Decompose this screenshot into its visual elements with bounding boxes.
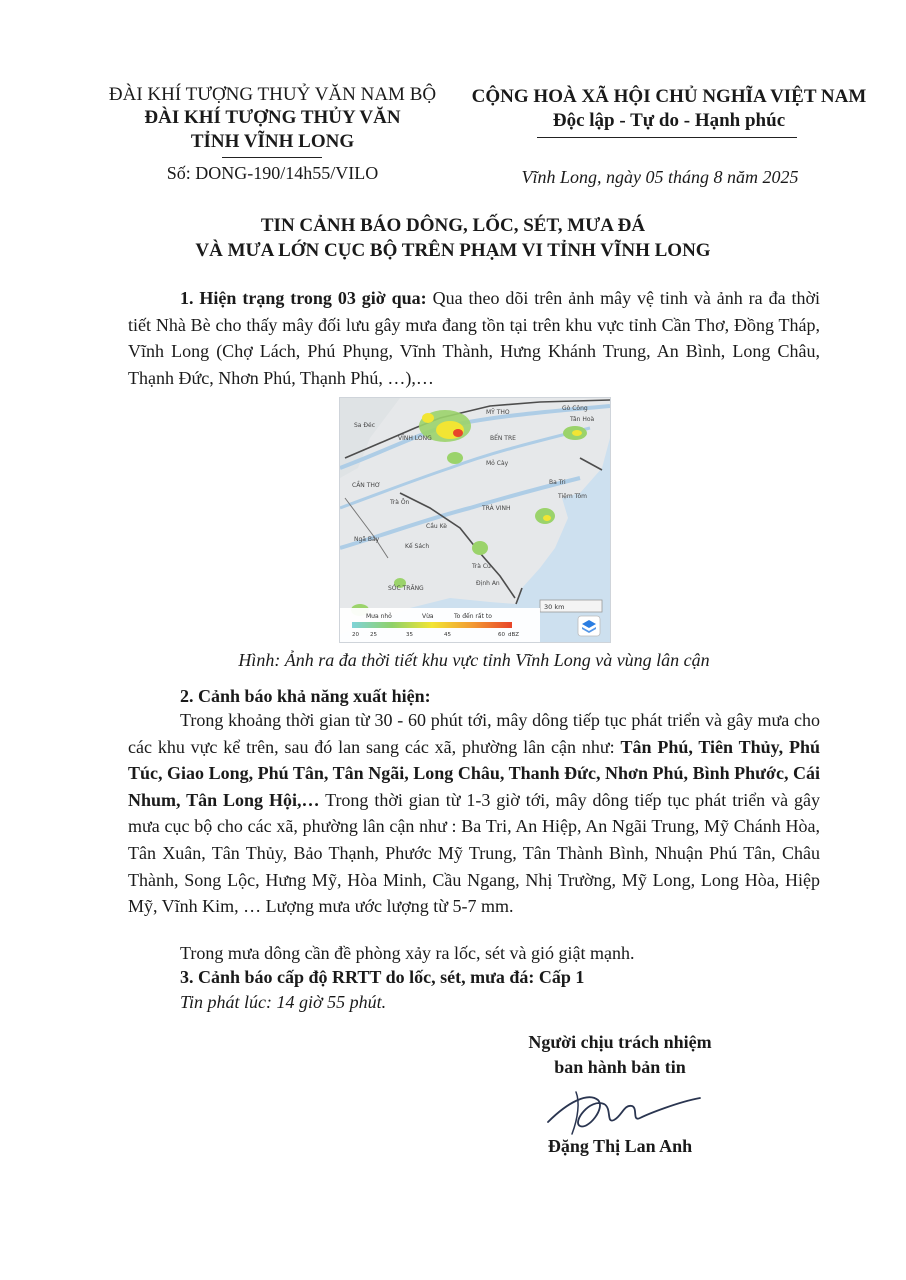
section2-bold-places: Tân Phú, Tiên Thủy, Phú Túc, Giao Long, Phú Tân, Tân Ngãi, Long Châu, Thanh Đức, Nhơn Phú, Bình Phước, Cái Nhum, Tân Long Hội,…: [128, 736, 820, 810]
section2-note: [128, 940, 820, 967]
national-title: CỘNG HOÀ XÃ HỘI CHỦ NGHĨA VIỆT NAM: [471, 86, 867, 107]
bulletin-title-line1: TIN CẢNH BÁO DÔNG, LỐC, SÉT, MƯA ĐÁ: [260, 215, 646, 236]
agency-province: TỈNH VĨNH LONG: [190, 131, 355, 152]
section1-heading: 1. Hiện trạng trong 03 giờ qua:: [180, 288, 427, 308]
map-label-tra-on: Trà Ôn: [390, 499, 410, 506]
document-date: Vĩnh Long, ngày 05 tháng 8 năm 2025: [521, 167, 799, 187]
signer-title-line2: ban hành bản tin: [554, 1057, 686, 1077]
issued-time-line: [128, 989, 820, 1016]
section2-note-text: Trong mưa dông cần đề phòng xảy ra lốc, sét và gió giật mạnh.: [180, 943, 635, 963]
legend-moderate-label: Vừa: [422, 613, 434, 620]
national-motto: Độc lập - Tự do - Hạnh phúc: [552, 110, 786, 131]
map-label-go-cong: Gò Công: [562, 405, 588, 412]
radar-map-image: [339, 397, 611, 643]
map-label-soc-trang: SÓC TRĂNG: [388, 585, 424, 592]
legend-tick-60: 60: [498, 632, 505, 638]
signer-name: Đặng Thị Lan Anh: [547, 1136, 693, 1156]
map-label-tra-cu: Trà Cú: [472, 563, 491, 570]
bulletin-title-line2: VÀ MƯA LỚN CỤC BỘ TRÊN PHẠM VI TỈNH VĨNH LONG: [195, 240, 711, 261]
figure-caption: Hình: Ảnh ra đa thời tiết khu vực tỉnh Vĩnh Long và vùng lân cận: [238, 650, 710, 670]
section3-heading: 3. Cảnh báo cấp độ RRTT do lốc, sét, mưa đá: Cấp 1: [180, 967, 585, 987]
map-label-cau-ke: Cầu Kè: [426, 523, 447, 530]
legend-tick-45: 45: [444, 632, 451, 638]
legend-color-bar: [352, 622, 512, 628]
map-label-mo-cay: Mỏ Cày: [486, 460, 509, 467]
section1-text: Qua theo dõi trên ảnh mây vệ tinh và ảnh ra đa thời tiết Nhà Bè cho thấy mây đối lưu gây mưa đang tồn tại trên khu vực tỉnh Cần Thơ, Đồng Tháp, Vĩnh Long (Chợ Lách, Phú Phụng, Vĩnh Thành, Hưng Khánh Trung, An Bình, Long Châu, Thạnh Đức, Nhơn Phú, Thạnh Phú, …),…: [128, 288, 820, 388]
legend-tick-20: 20: [352, 632, 359, 638]
agency-parent-name: ĐÀI KHÍ TƯỢNG THUỶ VĂN NAM BỘ: [108, 84, 437, 105]
agency-name: ĐÀI KHÍ TƯỢNG THỦY VĂN: [144, 107, 401, 128]
section2-text-b: Trong thời gian từ 1-3 giờ tới, mây dông tiếp tục phát triển và gây mưa cục bộ cho các xã, phường lân cận như : Ba Tri, An Hiệp, An Ngãi Trung, Mỹ Chánh Hòa, Tân Xuân, Tân Thủy, Bảo Thạnh, Phước Mỹ Trung, Tân Thành Bình, Nhuận Phú Tân, Châu Thành, Song Lộc, Hưng Mỹ, Hòa Minh, Cầu Ngang, Nhị Trường, Mỹ Long, Long Hòa, Hiệp Mỹ, Vĩnh Kim, … Lượng mưa ước lượng từ 5-7 mm.: [128, 789, 820, 917]
handwritten-signature: [528, 1082, 708, 1138]
section-current-status: [128, 285, 820, 391]
document-number: Số: DONG-190/14h55/VILO: [166, 163, 379, 183]
map-label-my-tho: MỸ THO: [486, 409, 510, 416]
map-label-tiem-tom: Tiệm Tôm: [558, 493, 587, 500]
legend-tick-35: 35: [406, 632, 413, 638]
map-label-dinh-an: Định An: [476, 580, 500, 587]
map-label-ba-tri: Ba Tri: [549, 479, 566, 486]
motto-underline: [537, 137, 797, 138]
section2-text-a: Trong khoảng thời gian từ 30 - 60 phút tới, mây dông tiếp tục phát triển và gây mưa cho các khu vực kể trên, sau đó lan sang các xã, phường lân cận như:: [128, 710, 820, 757]
signer-title-line1: Người chịu trách nhiệm: [528, 1032, 712, 1052]
map-label-tan-hoa: Tân Hoà: [570, 416, 595, 423]
map-scale-label: 30 km: [544, 603, 565, 611]
issued-time: Tin phát lúc: 14 giờ 55 phút.: [180, 992, 387, 1012]
section3-heading-line: [128, 964, 820, 991]
section2-heading: 2. Cảnh báo khả năng xuất hiện:: [180, 686, 431, 706]
map-label-sa-dec: Sa Đéc: [354, 422, 376, 429]
map-label-nga-bay: Ngã Bảy: [354, 536, 380, 543]
map-label-tra-vinh: TRÀ VINH: [482, 505, 511, 512]
legend-tick-25: 25: [370, 632, 377, 638]
section2-heading-line: [128, 683, 820, 710]
map-label-ke-sach: Kế Sách: [405, 543, 430, 550]
legend-unit: dBZ: [508, 632, 520, 638]
legend-heavy-label: To đến rất to: [454, 613, 492, 620]
map-label-vinh-long: VĨNH LONG: [398, 435, 432, 442]
legend-light-label: Mưa nhỏ: [366, 613, 392, 620]
map-label-can-tho: CẦN THƠ: [352, 482, 381, 489]
map-label-ben-tre: BẾN TRE: [490, 435, 516, 442]
section-forecast: [128, 707, 820, 920]
agency-underline: [222, 157, 322, 158]
